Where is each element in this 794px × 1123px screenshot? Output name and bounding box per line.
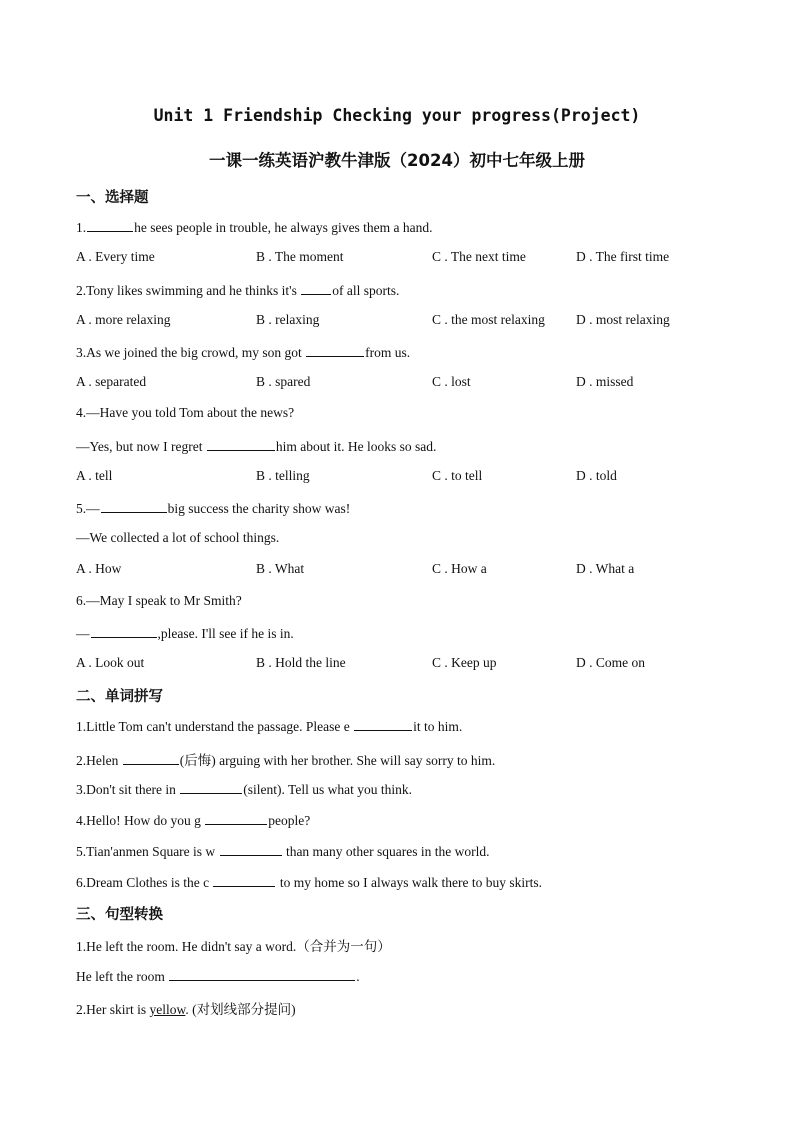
option-c: C . to tell [432, 468, 483, 483]
answer-blank [91, 624, 157, 638]
answer-blank [169, 967, 355, 981]
option-d: D . What a [576, 561, 635, 576]
option-a: A . How [76, 561, 122, 576]
answer-blank [205, 811, 267, 825]
option-c: C . The next time [432, 249, 526, 264]
question-6: 6.—May I speak to Mr Smith? [76, 593, 242, 608]
section-heading-choice: 一、选择题 [76, 190, 149, 206]
question-2: 2.Tony likes swimming and he thinks it's of all sports. [76, 283, 400, 298]
transform-question-2: 2.Her skirt is yellow. (对划线部分提问) [76, 1002, 296, 1017]
option-a: A . tell [76, 468, 113, 483]
option-c: C . Keep up [432, 655, 497, 670]
option-a: A . more relaxing [76, 312, 171, 327]
transform-question-1: 1.He left the room. He didn't say a word.（合并为一句） [76, 939, 391, 954]
option-b: B . What [256, 561, 305, 576]
answer-blank [101, 499, 167, 513]
question-6-reply: — ,please. I'll see if he is in. [76, 626, 294, 641]
spelling-question-1: 1.Little Tom can't understand the passage. Please e it to him. [76, 719, 463, 734]
spelling-question-4: 4.Hello! How do you g people? [76, 813, 311, 828]
option-c: C . lost [432, 374, 471, 389]
transform-question-1-answer: He left the room . [76, 969, 360, 984]
answer-blank [306, 343, 364, 357]
question-4-reply: —Yes, but now I regret him about it. He looks so sad. [76, 439, 437, 454]
option-c: C . How a [432, 561, 487, 576]
option-d: D . missed [576, 374, 634, 389]
question-3: 3.As we joined the big crowd, my son got from us. [76, 345, 411, 360]
answer-blank [123, 751, 179, 765]
option-d: D . Come on [576, 655, 645, 670]
option-b: B . The moment [256, 249, 344, 264]
section-heading-transform: 三、句型转换 [76, 907, 163, 923]
option-b: B . Hold the line [256, 655, 346, 670]
answer-blank [87, 218, 133, 232]
spelling-question-2: 2.Helen (后悔) arguing with her brother. She will say sorry to him. [76, 753, 496, 768]
answer-blank [180, 780, 242, 794]
option-d: D . told [576, 468, 617, 483]
option-c: C . the most relaxing [432, 312, 545, 327]
option-d: D . most relaxing [576, 312, 670, 327]
question-5-reply: —We collected a lot of school things. [76, 530, 280, 545]
spelling-question-5: 5.Tian'anmen Square is w than many other squares in the world. [76, 844, 490, 859]
question-4: 4.—Have you told Tom about the news? [76, 405, 295, 420]
option-b: B . telling [256, 468, 310, 483]
answer-blank [220, 842, 282, 856]
spelling-question-6: 6.Dream Clothes is the c to my home so I always walk there to buy skirts. [76, 875, 542, 890]
underlined-word: yellow [149, 1002, 186, 1017]
option-a: A . Look out [76, 655, 145, 670]
option-b: B . spared [256, 374, 311, 389]
answer-blank [207, 437, 275, 451]
page-subtitle: 一课一练英语沪教牛津版（2024）初中七年级上册 [209, 151, 585, 170]
answer-blank [301, 281, 331, 295]
question-1: 1. he sees people in trouble, he always gives them a hand. [76, 220, 433, 235]
spelling-question-3: 3.Don't sit there in (silent). Tell us what you think. [76, 782, 412, 797]
option-b: B . relaxing [256, 312, 320, 327]
question-5: 5.— big success the charity show was! [76, 501, 351, 516]
page-title: Unit 1 Friendship Checking your progress(Project) [153, 106, 641, 125]
answer-blank [213, 873, 275, 887]
option-a: A . separated [76, 374, 147, 389]
section-heading-spelling: 二、单词拼写 [76, 689, 163, 705]
option-d: D . The first time [576, 249, 670, 264]
answer-blank [354, 717, 412, 731]
option-a: A . Every time [76, 249, 155, 264]
